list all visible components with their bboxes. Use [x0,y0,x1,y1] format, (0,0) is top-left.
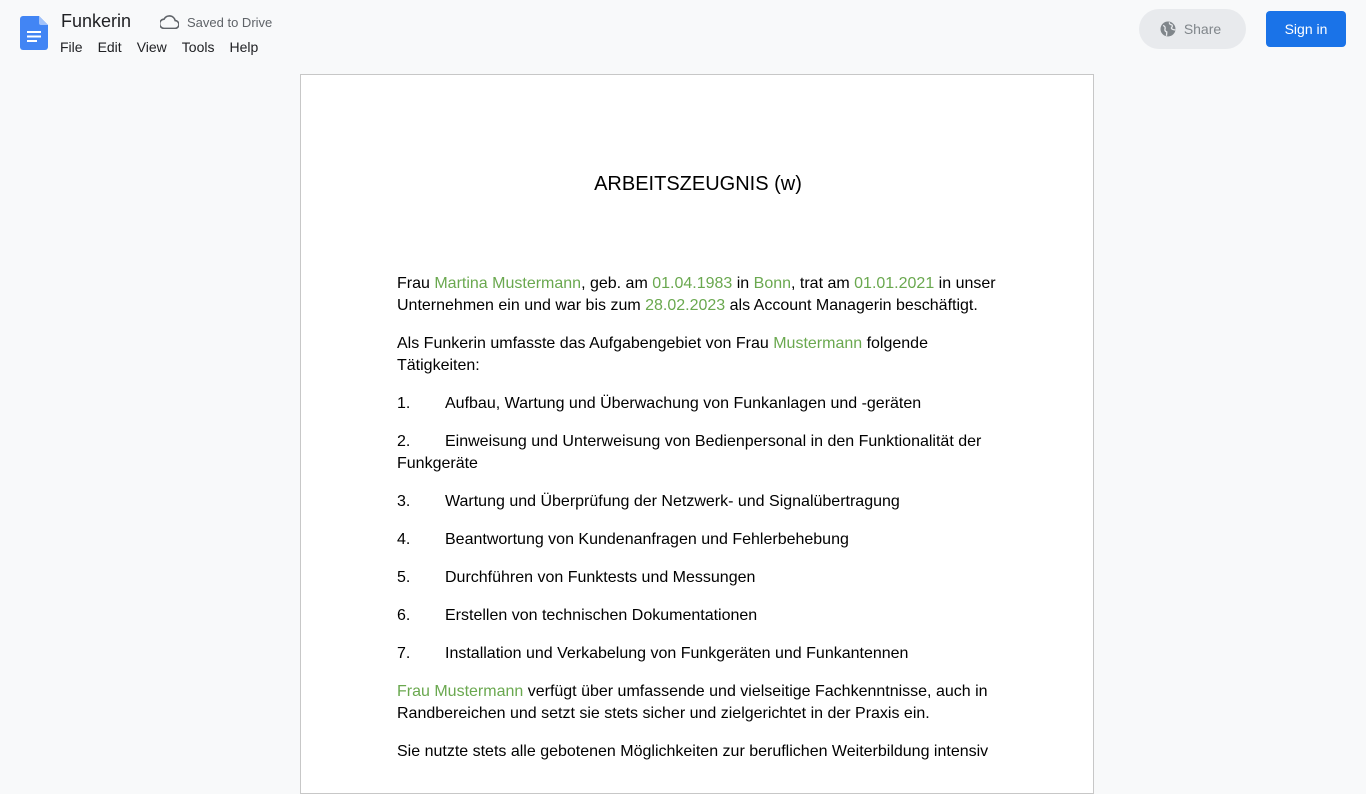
task-text: Beantwortung von Kundenanfragen und Fehlerbehebung [445,531,849,548]
task-text: Durchführen von Funktests und Messungen [445,569,756,586]
intro-text: Frau [397,275,435,292]
task-number: 1. [397,395,411,412]
skills-text: verfügt über umfassende und vielseitige Fachkenntnisse, auch in Randbereichen und setzt sie stets sicher und zielgerichtet in der Praxis ein. [397,683,988,722]
menu-tools[interactable]: Tools [181,39,215,55]
intro-paragraph [397,273,997,317]
training-paragraph: Sie nutzte stets alle gebotenen Möglichkeiten zur beruflichen Weiterbildung intensiv [397,743,989,760]
document-heading: ARBEITSZEUGNIS (w) [594,173,802,195]
share-button[interactable] [1139,9,1246,49]
task-number: 2. [397,433,411,450]
task-number: 4. [397,531,411,548]
sign-in-button[interactable]: Sign in [1266,11,1346,47]
saved-status-label: Saved to Drive [187,14,273,30]
menu-view[interactable]: View [136,39,167,55]
menu-help[interactable]: Help [229,39,259,55]
docs-logo-icon[interactable] [20,16,48,50]
menu-bar [54,36,267,58]
cloud-done-icon [160,15,179,29]
document-page[interactable] [300,74,1094,794]
top-bar [0,0,1366,64]
intro-text: , geb. am [581,275,653,292]
task-item-5 [397,567,997,589]
intro-text: in unser Unternehmen ein und war bis zum [397,275,996,314]
task-text: Einweisung und Unterweisung von Bedienpersonal in den Funktionalität der Funkgeräte [397,433,982,472]
employee-full-name: Frau Mustermann [397,683,524,700]
tasks-intro-text: Als Funkerin umfasste das Aufgabengebiet von Frau [397,335,774,352]
share-button-label: Share [1183,21,1222,37]
document-body [397,273,997,779]
intro-text: , trat am [791,275,855,292]
task-item-2 [397,431,997,475]
skills-paragraph [397,681,997,725]
task-item-4 [397,529,997,551]
tasks-intro-text: folgende Tätigkeiten: [397,335,928,374]
document-title[interactable]: Funkerin [61,11,132,31]
menu-edit[interactable]: Edit [97,39,122,55]
birth-city: Bonn [753,275,792,292]
end-date: 28.02.2023 [645,297,726,314]
task-text: Installation und Verkabelung von Funkgeräten und Funkantennen [445,645,909,662]
menu-file[interactable]: File [60,39,83,55]
task-text: Wartung und Überprüfung der Netzwerk- und Signalübertragung [445,493,900,510]
intro-text: als Account Managerin beschäftigt. [725,297,978,314]
birth-date: 01.04.1983 [652,275,733,292]
intro-text: in [732,275,754,292]
globe-icon [1160,21,1176,37]
task-number: 3. [397,493,411,510]
task-item-3 [397,491,997,513]
task-item-7 [397,643,997,665]
task-item-1 [397,393,997,415]
task-item-6 [397,605,997,627]
task-number: 7. [397,645,411,662]
task-text: Aufbau, Wartung und Überwachung von Funkanlagen und -geräten [445,395,922,412]
task-number: 6. [397,607,411,624]
tasks-intro-paragraph [397,333,997,377]
saved-status [160,13,272,31]
employee-name: Martina Mustermann [434,275,582,292]
task-number: 5. [397,569,411,586]
start-date: 01.01.2021 [854,275,935,292]
task-text: Erstellen von technischen Dokumentationen [445,607,758,624]
employee-surname: Mustermann [773,335,863,352]
